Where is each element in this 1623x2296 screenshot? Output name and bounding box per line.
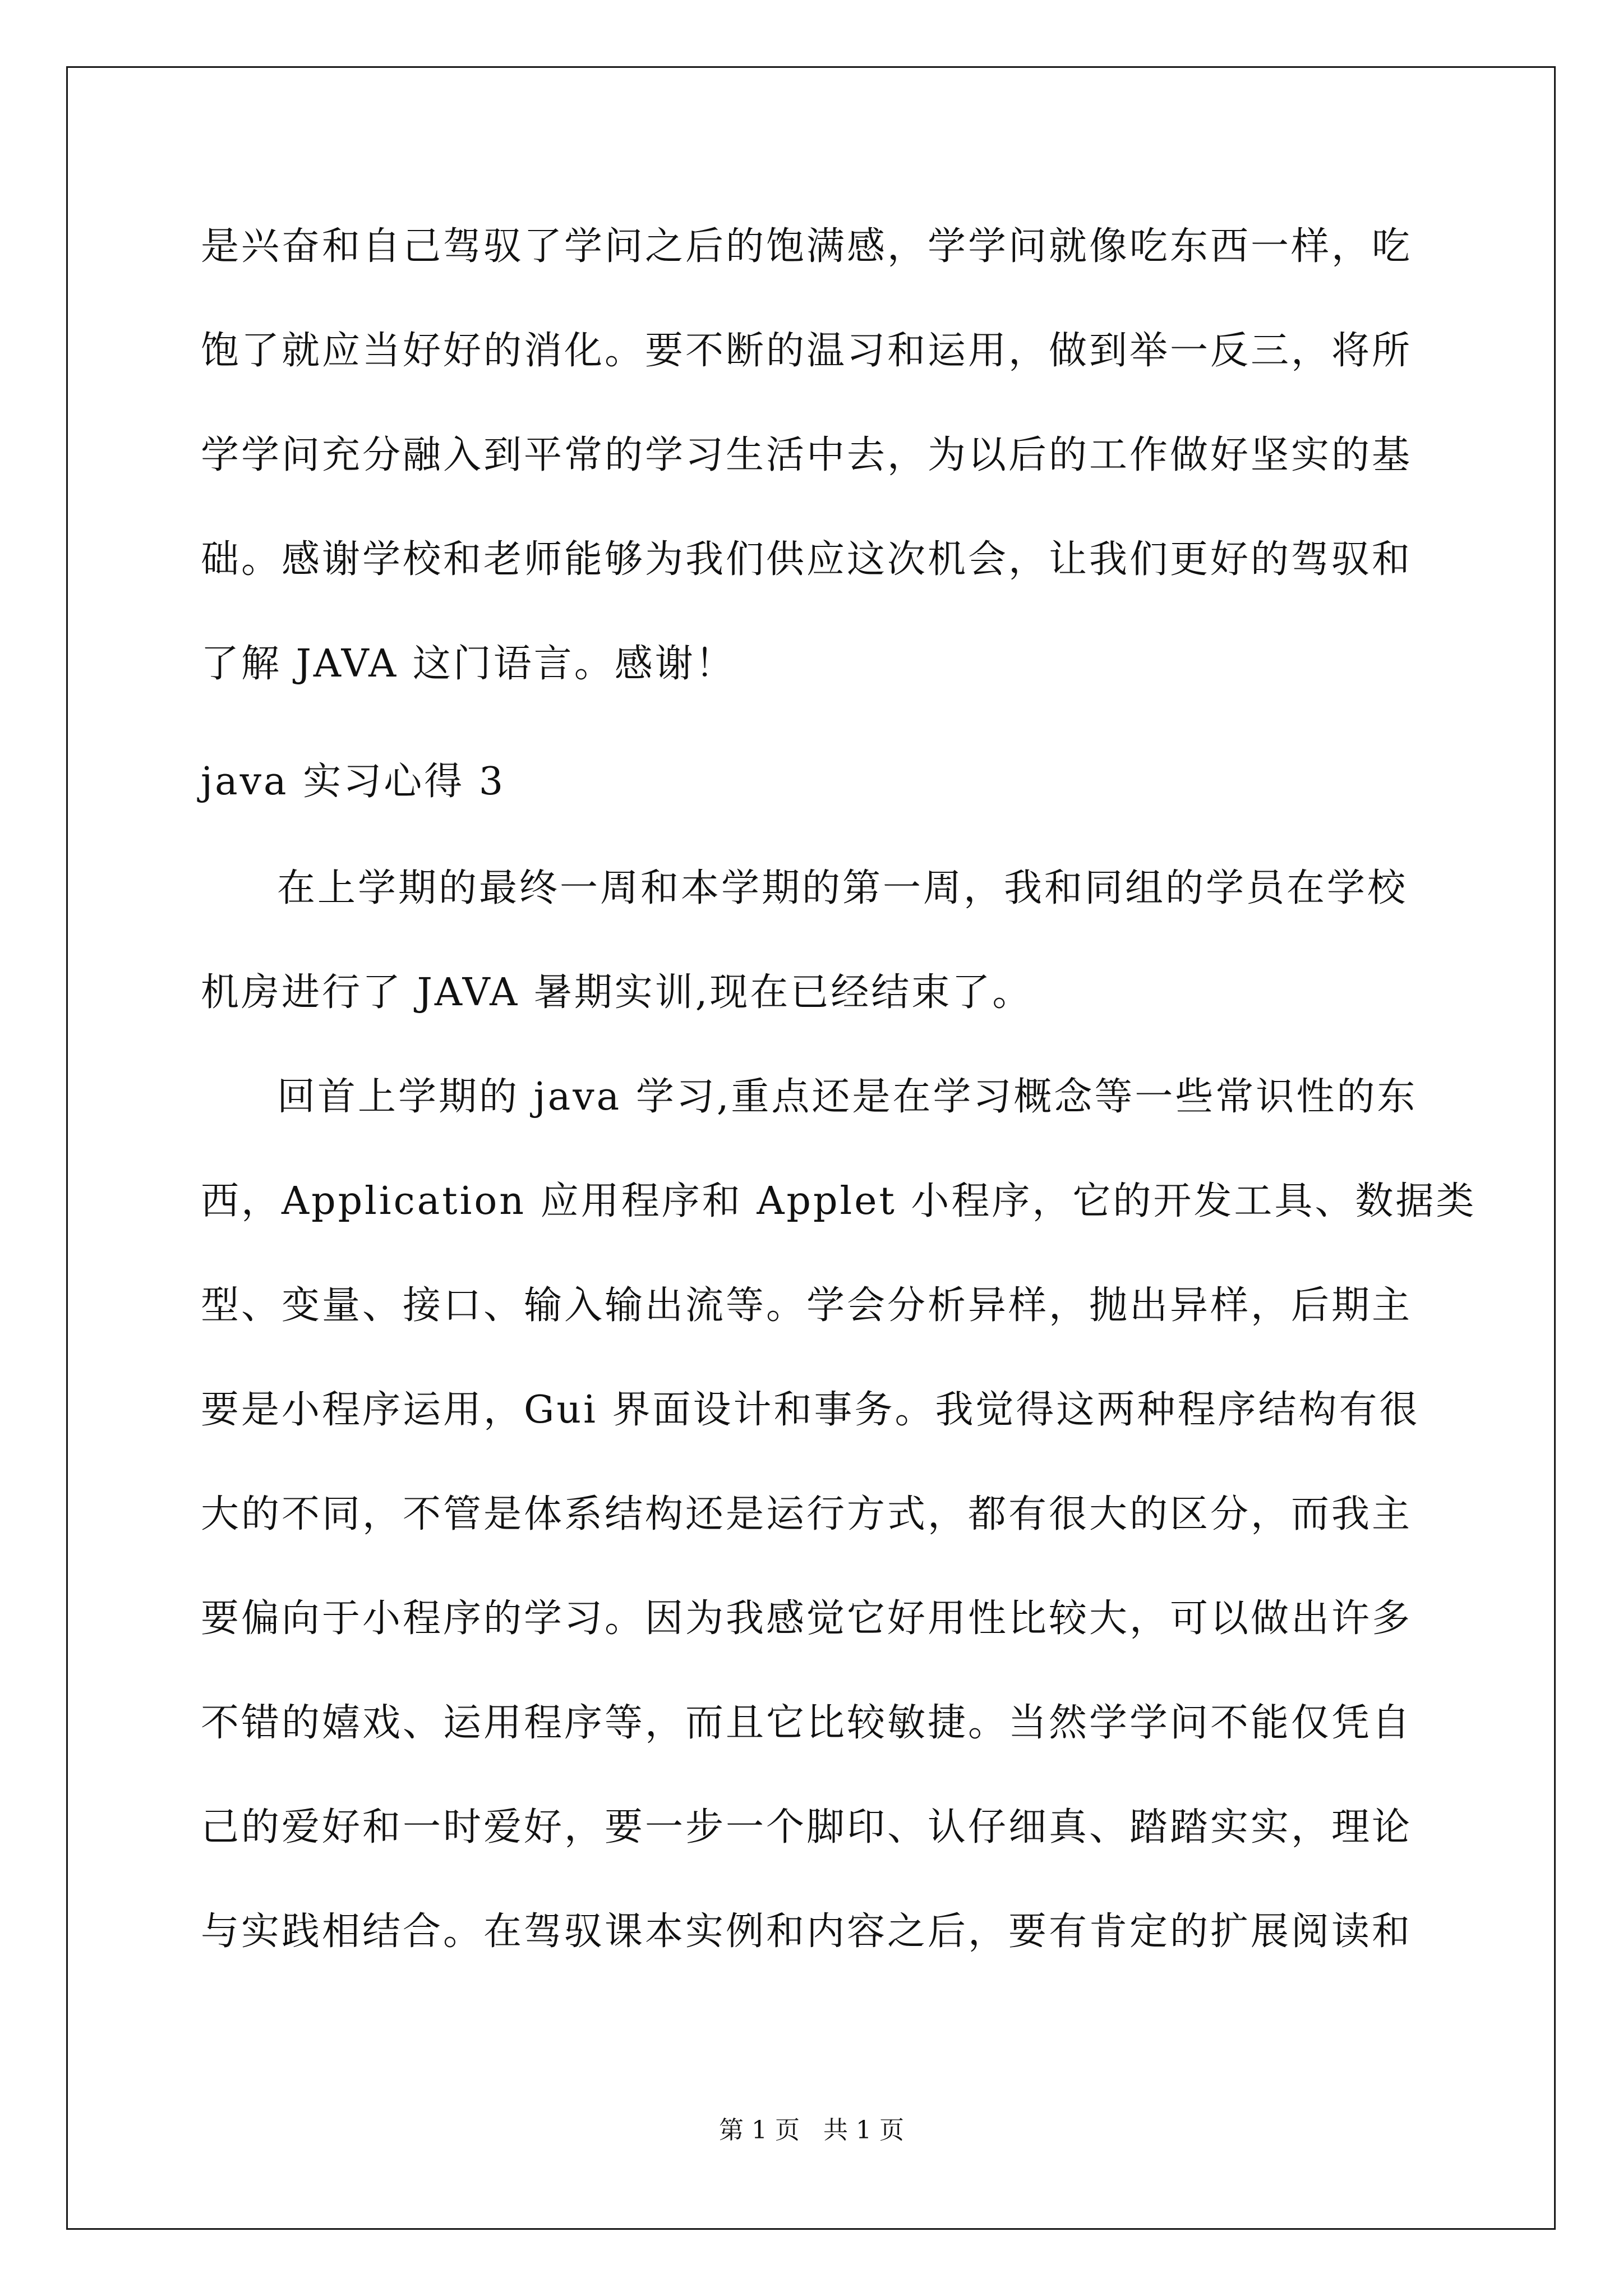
body-text-line: 己的爱好和一时爱好，要一步一个脚印、认仔细真、踏踏实实，理论	[201, 1805, 1413, 1849]
body-text-line: 要是小程序运用，Gui 界面设计和事务。我觉得这两种程序结构有很	[201, 1388, 1420, 1432]
body-text-line: 要偏向于小程序的学习。因为我感觉它好用性比较大，可以做出许多	[201, 1596, 1413, 1641]
paragraph-first-line: 回首上学期的 java 学习,重点还是在学习概念等一些常识性的东	[277, 1075, 1418, 1119]
body-text-line: 型、变量、接口、输入输出流等。学会分析异样，抛出异样，后期主	[201, 1283, 1413, 1328]
page-number-footer: 第 1 页 共 1 页	[719, 2116, 904, 2145]
body-text-line: 西，Application 应用程序和 Applet 小程序，它的开发工具、数据类	[201, 1179, 1477, 1223]
body-text-line: 大的不同，不管是体系结构还是运行方式，都有很大的区分，而我主	[201, 1492, 1413, 1536]
body-text-line: 学学问充分融入到平常的学习生活中去，为以后的工作做好坚实的基	[201, 433, 1413, 477]
body-text-line: 与实践相结合。在驾驭课本实例和内容之后，要有肯定的扩展阅读和	[201, 1910, 1413, 1954]
body-text-line: 础。感谢学校和老师能够为我们供应这次机会，让我们更好的驾驭和	[201, 537, 1413, 582]
body-text-line: 是兴奋和自己驾驭了学问之后的饱满感，学学问就像吃东西一样，吃	[201, 224, 1413, 269]
page-border	[66, 66, 1556, 2230]
body-text-line: 了解 JAVA 这门语言。感谢！	[201, 642, 736, 686]
body-text-line: 机房进行了 JAVA 暑期实训,现在已经结束了。	[201, 970, 1033, 1015]
body-text-line: 饱了就应当好好的消化。要不断的温习和运用，做到举一反三，将所	[201, 329, 1413, 373]
section-heading: java 实习心得 3	[201, 760, 506, 804]
body-text-line: 不错的嬉戏、运用程序等，而且它比较敏捷。当然学学问不能仅凭自	[201, 1701, 1413, 1745]
paragraph-first-line: 在上学期的最终一周和本学期的第一周，我和同组的学员在学校	[277, 866, 1408, 910]
